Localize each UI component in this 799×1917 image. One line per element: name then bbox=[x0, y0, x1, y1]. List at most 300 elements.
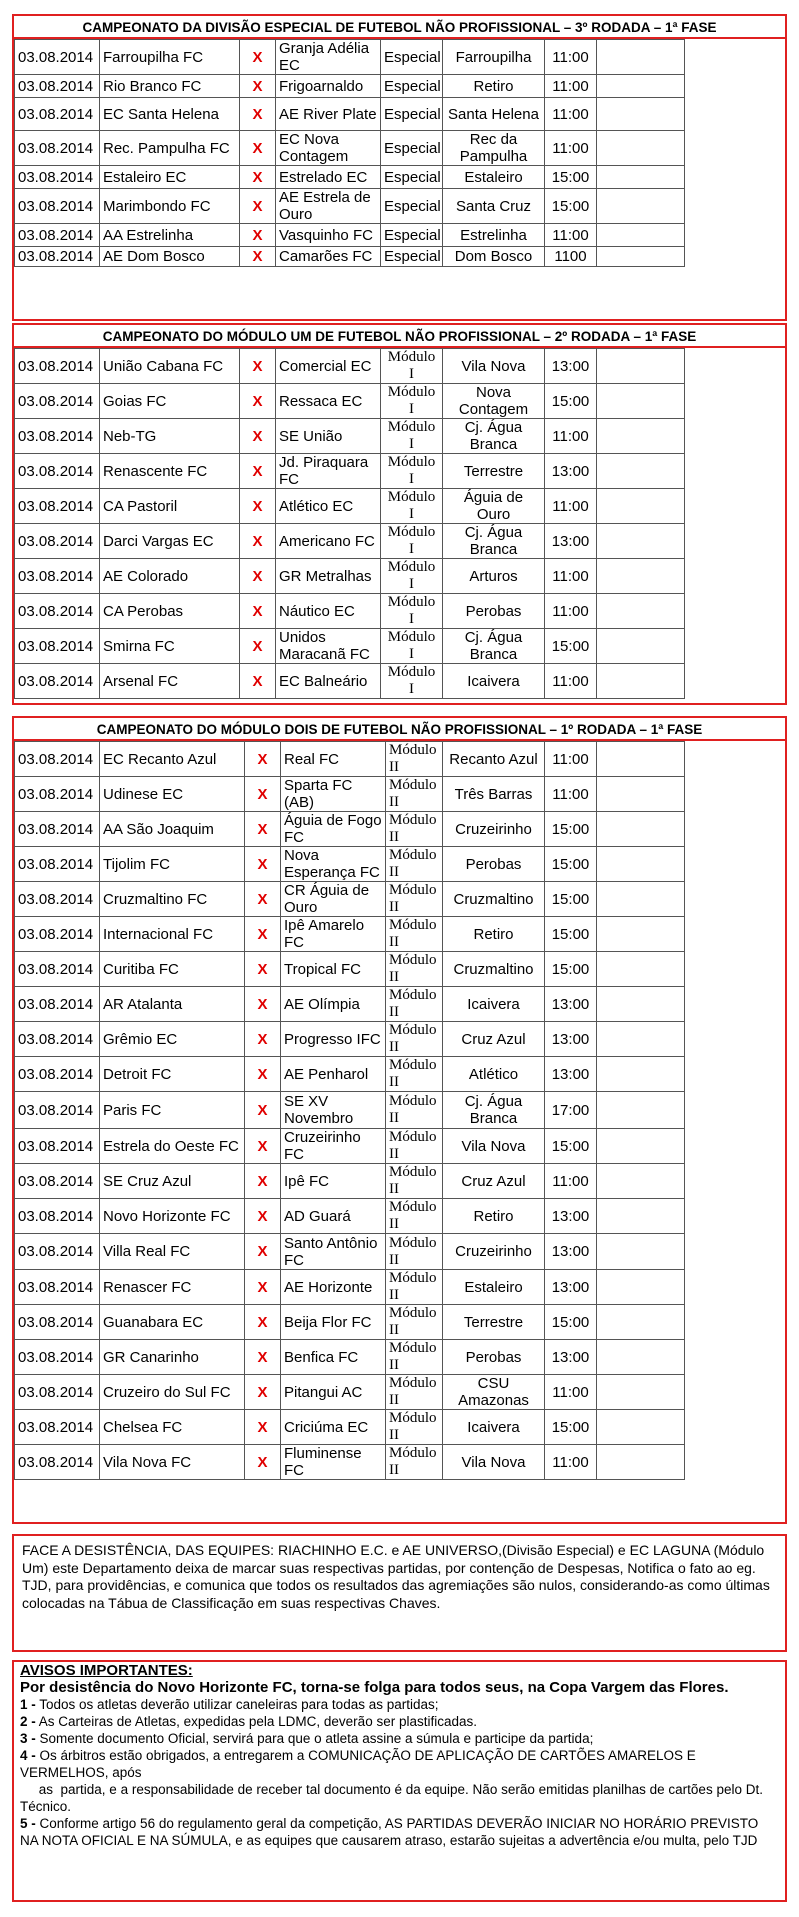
versus-mark: X bbox=[245, 882, 281, 917]
away-team: AE Horizonte bbox=[281, 1270, 386, 1305]
table-row bbox=[15, 664, 685, 699]
home-team: Neb-TG bbox=[100, 419, 240, 454]
versus-mark: X bbox=[245, 1199, 281, 1234]
kickoff-time: 13:00 bbox=[545, 1022, 597, 1057]
venue: Perobas bbox=[443, 1340, 545, 1375]
table-row bbox=[15, 1164, 685, 1199]
versus-mark: X bbox=[240, 664, 276, 699]
home-team: CA Perobas bbox=[100, 594, 240, 629]
table-row bbox=[15, 594, 685, 629]
kickoff-time: 11:00 bbox=[545, 664, 597, 699]
away-team: Progresso IFC bbox=[281, 1022, 386, 1057]
venue: Perobas bbox=[443, 847, 545, 882]
empty-cell bbox=[597, 1022, 685, 1057]
table-row bbox=[15, 917, 685, 952]
division: Especial bbox=[381, 224, 443, 247]
table-row bbox=[15, 629, 685, 664]
home-team: Estrela do Oeste FC bbox=[100, 1129, 245, 1164]
empty-cell bbox=[597, 349, 685, 384]
away-team: Águia de Fogo FC bbox=[281, 812, 386, 847]
versus-mark: X bbox=[245, 952, 281, 987]
home-team: Udinese EC bbox=[100, 777, 245, 812]
aviso-item bbox=[20, 1747, 779, 1781]
division: Módulo I bbox=[381, 419, 443, 454]
away-team: Ipê FC bbox=[281, 1164, 386, 1199]
match-date: 03.08.2014 bbox=[15, 1270, 100, 1305]
home-team: Rec. Pampulha FC bbox=[100, 131, 240, 166]
away-team: GR Metralhas bbox=[276, 559, 381, 594]
division: Especial bbox=[381, 40, 443, 75]
match-date: 03.08.2014 bbox=[15, 1445, 100, 1480]
table-row bbox=[15, 349, 685, 384]
table-row bbox=[15, 1092, 685, 1129]
kickoff-time: 15:00 bbox=[545, 1129, 597, 1164]
division: Módulo I bbox=[381, 664, 443, 699]
venue: Três Barras bbox=[443, 777, 545, 812]
home-team: Grêmio EC bbox=[100, 1022, 245, 1057]
table-row bbox=[15, 1410, 685, 1445]
aviso-item bbox=[20, 1815, 779, 1849]
division: Módulo I bbox=[381, 454, 443, 489]
home-team: EC Santa Helena bbox=[100, 98, 240, 131]
match-date: 03.08.2014 bbox=[15, 1092, 100, 1129]
venue: Cj. Água Branca bbox=[443, 1092, 545, 1129]
table-row bbox=[15, 987, 685, 1022]
home-team: Vila Nova FC bbox=[100, 1445, 245, 1480]
versus-mark: X bbox=[245, 1022, 281, 1057]
kickoff-time: 15:00 bbox=[545, 166, 597, 189]
match-date: 03.08.2014 bbox=[15, 629, 100, 664]
aviso-text: Os árbitros estão obrigados, a entregarem a COMUNICAÇÃO DE APLICAÇÃO DE CARTÕES AMARELOS E VERMELHOS, após bbox=[20, 1748, 700, 1780]
away-team: AE Penharol bbox=[281, 1057, 386, 1092]
away-team: SE União bbox=[276, 419, 381, 454]
kickoff-time: 13:00 bbox=[545, 524, 597, 559]
away-team: SE XV Novembro bbox=[281, 1092, 386, 1129]
versus-mark: X bbox=[240, 40, 276, 75]
kickoff-time: 15:00 bbox=[545, 847, 597, 882]
empty-cell bbox=[597, 1199, 685, 1234]
division: Módulo I bbox=[381, 524, 443, 559]
venue: Icaivera bbox=[443, 987, 545, 1022]
table-row bbox=[15, 1057, 685, 1092]
table-row bbox=[15, 489, 685, 524]
table-row bbox=[15, 1129, 685, 1164]
division: Módulo II bbox=[386, 1375, 443, 1410]
aviso-text: Somente documento Oficial, servirá para que o atleta assine a súmula e participe da partida; bbox=[35, 1731, 594, 1746]
versus-mark: X bbox=[245, 1445, 281, 1480]
table-row bbox=[15, 812, 685, 847]
versus-mark: X bbox=[245, 917, 281, 952]
aviso-text: Conforme artigo 56 do regulamento geral da competição, AS PARTIDAS DEVERÃO INICIAR NO HORÁRIO PREVISTO NA NOTA OFICIAL E NA SÚMULA, e as equipes que causarem atraso, estarão sujeitas a advertência e/ou multa, pelo TJD bbox=[20, 1816, 763, 1848]
match-date: 03.08.2014 bbox=[15, 489, 100, 524]
division: Módulo II bbox=[386, 1270, 443, 1305]
match-date: 03.08.2014 bbox=[15, 664, 100, 699]
division: Módulo II bbox=[386, 1129, 443, 1164]
avisos-list bbox=[20, 1696, 779, 1849]
versus-mark: X bbox=[240, 224, 276, 247]
away-team: CR Águia de Ouro bbox=[281, 882, 386, 917]
kickoff-time: 11:00 bbox=[545, 40, 597, 75]
away-team: Vasquinho FC bbox=[276, 224, 381, 247]
away-team: Pitangui AC bbox=[281, 1375, 386, 1410]
versus-mark: X bbox=[245, 742, 281, 777]
kickoff-time: 11:00 bbox=[545, 98, 597, 131]
empty-cell bbox=[597, 98, 685, 131]
versus-mark: X bbox=[240, 189, 276, 224]
match-date: 03.08.2014 bbox=[15, 40, 100, 75]
table-row bbox=[15, 419, 685, 454]
away-team: Benfica FC bbox=[281, 1340, 386, 1375]
home-team: Internacional FC bbox=[100, 917, 245, 952]
table-row bbox=[15, 224, 685, 247]
home-team: Farroupilha FC bbox=[100, 40, 240, 75]
division: Especial bbox=[381, 131, 443, 166]
versus-mark: X bbox=[240, 629, 276, 664]
table-row bbox=[15, 75, 685, 98]
away-team: AD Guará bbox=[281, 1199, 386, 1234]
home-team: AA São Joaquim bbox=[100, 812, 245, 847]
games-table bbox=[14, 39, 685, 267]
division: Módulo II bbox=[386, 1057, 443, 1092]
empty-cell bbox=[597, 917, 685, 952]
home-team: União Cabana FC bbox=[100, 349, 240, 384]
desistencia-notice bbox=[12, 1534, 787, 1652]
table-row bbox=[15, 384, 685, 419]
division: Módulo II bbox=[386, 812, 443, 847]
kickoff-time: 17:00 bbox=[545, 1092, 597, 1129]
table-row bbox=[15, 98, 685, 131]
venue: Farroupilha bbox=[443, 40, 545, 75]
empty-cell bbox=[597, 777, 685, 812]
kickoff-time: 11:00 bbox=[545, 1445, 597, 1480]
match-date: 03.08.2014 bbox=[15, 131, 100, 166]
home-team: Detroit FC bbox=[100, 1057, 245, 1092]
versus-mark: X bbox=[245, 812, 281, 847]
match-date: 03.08.2014 bbox=[15, 524, 100, 559]
table-row bbox=[15, 40, 685, 75]
versus-mark: X bbox=[245, 1375, 281, 1410]
match-date: 03.08.2014 bbox=[15, 1375, 100, 1410]
kickoff-time: 11:00 bbox=[545, 1375, 597, 1410]
kickoff-time: 15:00 bbox=[545, 1410, 597, 1445]
away-team: Náutico EC bbox=[276, 594, 381, 629]
table-row bbox=[15, 1270, 685, 1305]
versus-mark: X bbox=[240, 247, 276, 267]
home-team: GR Canarinho bbox=[100, 1340, 245, 1375]
venue: Retiro bbox=[443, 75, 545, 98]
venue: Cj. Água Branca bbox=[443, 629, 545, 664]
aviso-number: 2 - bbox=[20, 1714, 36, 1729]
match-date: 03.08.2014 bbox=[15, 1199, 100, 1234]
home-team: Goias FC bbox=[100, 384, 240, 419]
aviso-item bbox=[20, 1781, 779, 1815]
aviso-number: 3 - bbox=[20, 1731, 36, 1746]
home-team: Tijolim FC bbox=[100, 847, 245, 882]
match-date: 03.08.2014 bbox=[15, 224, 100, 247]
venue: Vila Nova bbox=[443, 349, 545, 384]
table-row bbox=[15, 1445, 685, 1480]
kickoff-time: 11:00 bbox=[545, 742, 597, 777]
kickoff-time: 13:00 bbox=[545, 1234, 597, 1270]
home-team: Rio Branco FC bbox=[100, 75, 240, 98]
division: Módulo II bbox=[386, 1092, 443, 1129]
kickoff-time: 15:00 bbox=[545, 812, 597, 847]
venue: Santa Helena bbox=[443, 98, 545, 131]
division: Módulo II bbox=[386, 1445, 443, 1480]
empty-cell bbox=[597, 1057, 685, 1092]
empty-cell bbox=[597, 166, 685, 189]
home-team: EC Recanto Azul bbox=[100, 742, 245, 777]
away-team: Fluminense FC bbox=[281, 1445, 386, 1480]
versus-mark: X bbox=[240, 454, 276, 489]
empty-cell bbox=[597, 742, 685, 777]
match-date: 03.08.2014 bbox=[15, 812, 100, 847]
versus-mark: X bbox=[245, 1129, 281, 1164]
venue: Retiro bbox=[443, 1199, 545, 1234]
empty-cell bbox=[597, 40, 685, 75]
aviso-number: 5 - bbox=[20, 1816, 36, 1831]
empty-cell bbox=[597, 1234, 685, 1270]
division: Especial bbox=[381, 75, 443, 98]
away-team: EC Balneário bbox=[276, 664, 381, 699]
away-team: Sparta FC (AB) bbox=[281, 777, 386, 812]
kickoff-time: 13:00 bbox=[545, 987, 597, 1022]
kickoff-time: 11:00 bbox=[545, 131, 597, 166]
match-date: 03.08.2014 bbox=[15, 917, 100, 952]
away-team: Estrelado EC bbox=[276, 166, 381, 189]
home-team: SE Cruz Azul bbox=[100, 1164, 245, 1199]
avisos-importantes bbox=[12, 1660, 787, 1902]
division: Módulo I bbox=[381, 489, 443, 524]
match-date: 03.08.2014 bbox=[15, 349, 100, 384]
empty-cell bbox=[597, 629, 685, 664]
division: Especial bbox=[381, 166, 443, 189]
home-team: Curitiba FC bbox=[100, 952, 245, 987]
kickoff-time: 11:00 bbox=[545, 559, 597, 594]
table-row bbox=[15, 777, 685, 812]
match-date: 03.08.2014 bbox=[15, 384, 100, 419]
home-team: Chelsea FC bbox=[100, 1410, 245, 1445]
home-team: Darci Vargas EC bbox=[100, 524, 240, 559]
versus-mark: X bbox=[240, 131, 276, 166]
kickoff-time: 15:00 bbox=[545, 629, 597, 664]
venue: Arturos bbox=[443, 559, 545, 594]
home-team: AE Colorado bbox=[100, 559, 240, 594]
kickoff-time: 13:00 bbox=[545, 1270, 597, 1305]
venue: Terrestre bbox=[443, 454, 545, 489]
table-row bbox=[15, 847, 685, 882]
away-team: Americano FC bbox=[276, 524, 381, 559]
kickoff-time: 11:00 bbox=[545, 75, 597, 98]
match-date: 03.08.2014 bbox=[15, 987, 100, 1022]
aviso-number: 1 - bbox=[20, 1697, 36, 1712]
kickoff-time: 13:00 bbox=[545, 454, 597, 489]
match-date: 03.08.2014 bbox=[15, 1340, 100, 1375]
away-team: AE River Plate bbox=[276, 98, 381, 131]
venue: Santa Cruz bbox=[443, 189, 545, 224]
empty-cell bbox=[597, 247, 685, 267]
division: Módulo II bbox=[386, 847, 443, 882]
versus-mark: X bbox=[245, 1270, 281, 1305]
venue: Estaleiro bbox=[443, 1270, 545, 1305]
kickoff-time: 11:00 bbox=[545, 1164, 597, 1199]
avisos-lead: Por desistência do Novo Horizonte FC, torna-se folga para todos seus, na Copa Vargem das Flores. bbox=[20, 1679, 729, 1696]
venue: Atlético bbox=[443, 1057, 545, 1092]
versus-mark: X bbox=[240, 166, 276, 189]
section-title: CAMPEONATO DO MÓDULO DOIS DE FUTEBOL NÃO PROFISSIONAL – 1º RODADA – 1ª FASE bbox=[14, 718, 785, 741]
home-team: Cruzmaltino FC bbox=[100, 882, 245, 917]
kickoff-time: 13:00 bbox=[545, 349, 597, 384]
match-date: 03.08.2014 bbox=[15, 1129, 100, 1164]
aviso-item bbox=[20, 1696, 779, 1713]
empty-cell bbox=[597, 559, 685, 594]
division: Módulo II bbox=[386, 742, 443, 777]
away-team: Beija Flor FC bbox=[281, 1305, 386, 1340]
table-row bbox=[15, 247, 685, 267]
versus-mark: X bbox=[245, 1092, 281, 1129]
match-date: 03.08.2014 bbox=[15, 419, 100, 454]
home-team: Estaleiro EC bbox=[100, 166, 240, 189]
versus-mark: X bbox=[240, 489, 276, 524]
division: Módulo II bbox=[386, 1022, 443, 1057]
versus-mark: X bbox=[245, 1340, 281, 1375]
division: Módulo I bbox=[381, 384, 443, 419]
venue: CSU Amazonas bbox=[443, 1375, 545, 1410]
home-team: Renascer FC bbox=[100, 1270, 245, 1305]
home-team: Arsenal FC bbox=[100, 664, 240, 699]
aviso-item bbox=[20, 1730, 779, 1747]
aviso-text: As Carteiras de Atletas, expedidas pela LDMC, deverão ser plastificadas. bbox=[35, 1714, 477, 1729]
versus-mark: X bbox=[240, 594, 276, 629]
section-modulo-um bbox=[12, 323, 787, 705]
venue: Icaivera bbox=[443, 664, 545, 699]
versus-mark: X bbox=[240, 384, 276, 419]
kickoff-time: 11:00 bbox=[545, 594, 597, 629]
match-date: 03.08.2014 bbox=[15, 594, 100, 629]
away-team: Tropical FC bbox=[281, 952, 386, 987]
home-team: Smirna FC bbox=[100, 629, 240, 664]
match-date: 03.08.2014 bbox=[15, 882, 100, 917]
away-team: Real FC bbox=[281, 742, 386, 777]
match-date: 03.08.2014 bbox=[15, 1305, 100, 1340]
versus-mark: X bbox=[240, 98, 276, 131]
empty-cell bbox=[597, 1270, 685, 1305]
section-title: CAMPEONATO DO MÓDULO UM DE FUTEBOL NÃO PROFISSIONAL – 2º RODADA – 1ª FASE bbox=[14, 325, 785, 348]
match-date: 03.08.2014 bbox=[15, 777, 100, 812]
division: Módulo II bbox=[386, 917, 443, 952]
division: Módulo II bbox=[386, 882, 443, 917]
match-date: 03.08.2014 bbox=[15, 454, 100, 489]
table-row bbox=[15, 166, 685, 189]
venue: Retiro bbox=[443, 917, 545, 952]
aviso-text: as partida, e a responsabilidade de receber tal documento é da equipe. Não serão emitidas planilhas de cartões pelo Dt. Técnico. bbox=[20, 1782, 767, 1814]
empty-cell bbox=[597, 454, 685, 489]
division: Módulo II bbox=[386, 987, 443, 1022]
empty-cell bbox=[597, 1305, 685, 1340]
kickoff-time: 11:00 bbox=[545, 419, 597, 454]
venue: Recanto Azul bbox=[443, 742, 545, 777]
kickoff-time: 15:00 bbox=[545, 1305, 597, 1340]
section-title: CAMPEONATO DA DIVISÃO ESPECIAL DE FUTEBOL NÃO PROFISSIONAL – 3º RODADA – 1ª FASE bbox=[14, 16, 785, 39]
empty-cell bbox=[597, 75, 685, 98]
home-team: AA Estrelinha bbox=[100, 224, 240, 247]
empty-cell bbox=[597, 882, 685, 917]
away-team: EC Nova Contagem bbox=[276, 131, 381, 166]
table-row bbox=[15, 131, 685, 166]
match-date: 03.08.2014 bbox=[15, 75, 100, 98]
empty-cell bbox=[597, 1410, 685, 1445]
match-date: 03.08.2014 bbox=[15, 559, 100, 594]
notice-text: FACE A DESISTÊNCIA, DAS EQUIPES: RIACHINHO E.C. e AE UNIVERSO,(Divisão Especial) e EC LAGUNA (Módulo Um) este Departamento deixa de marcar suas respectivas partidas, por contenção de Despesas, Notifica o fato ao eg. TJD, para providências, e comunica que todos os resultados das agremiações são nulos, considerando-as como últimas colocadas na Tábua de Classificação em suas respectivas Chaves. bbox=[22, 1542, 770, 1611]
match-date: 03.08.2014 bbox=[15, 742, 100, 777]
home-team: AR Atalanta bbox=[100, 987, 245, 1022]
empty-cell bbox=[597, 419, 685, 454]
venue: Terrestre bbox=[443, 1305, 545, 1340]
venue: Nova Contagem bbox=[443, 384, 545, 419]
home-team: CA Pastoril bbox=[100, 489, 240, 524]
table-row bbox=[15, 454, 685, 489]
kickoff-time: 15:00 bbox=[545, 189, 597, 224]
away-team: Camarões FC bbox=[276, 247, 381, 267]
match-date: 03.08.2014 bbox=[15, 1164, 100, 1199]
empty-cell bbox=[597, 1340, 685, 1375]
venue: Vila Nova bbox=[443, 1129, 545, 1164]
empty-cell bbox=[597, 1445, 685, 1480]
table-row bbox=[15, 1340, 685, 1375]
division: Módulo II bbox=[386, 952, 443, 987]
empty-cell bbox=[597, 952, 685, 987]
versus-mark: X bbox=[245, 1164, 281, 1199]
avisos-title: AVISOS IMPORTANTES: bbox=[20, 1662, 193, 1679]
venue: Perobas bbox=[443, 594, 545, 629]
games-table bbox=[14, 741, 685, 1480]
venue: Cruzeirinho bbox=[443, 1234, 545, 1270]
venue: Cruzeirinho bbox=[443, 812, 545, 847]
section-divisao-especial bbox=[12, 14, 787, 321]
away-team: Jd. Piraquara FC bbox=[276, 454, 381, 489]
division: Módulo II bbox=[386, 777, 443, 812]
division: Especial bbox=[381, 189, 443, 224]
venue: Cruz Azul bbox=[443, 1022, 545, 1057]
kickoff-time: 15:00 bbox=[545, 384, 597, 419]
kickoff-time: 11:00 bbox=[545, 777, 597, 812]
empty-cell bbox=[597, 1092, 685, 1129]
division: Módulo II bbox=[386, 1234, 443, 1270]
kickoff-time: 15:00 bbox=[545, 917, 597, 952]
kickoff-time: 1100 bbox=[545, 247, 597, 267]
away-team: Atlético EC bbox=[276, 489, 381, 524]
away-team: Comercial EC bbox=[276, 349, 381, 384]
venue: Cruzmaltino bbox=[443, 882, 545, 917]
venue: Estrelinha bbox=[443, 224, 545, 247]
games-table bbox=[14, 348, 685, 699]
away-team: Granja Adélia EC bbox=[276, 40, 381, 75]
table-row bbox=[15, 1199, 685, 1234]
division: Módulo II bbox=[386, 1305, 443, 1340]
home-team: Novo Horizonte FC bbox=[100, 1199, 245, 1234]
division: Módulo I bbox=[381, 594, 443, 629]
empty-cell bbox=[597, 1375, 685, 1410]
kickoff-time: 11:00 bbox=[545, 489, 597, 524]
away-team: Criciúma EC bbox=[281, 1410, 386, 1445]
aviso-number: 4 - bbox=[20, 1748, 36, 1763]
empty-cell bbox=[597, 489, 685, 524]
match-date: 03.08.2014 bbox=[15, 189, 100, 224]
versus-mark: X bbox=[240, 524, 276, 559]
away-team: AE Estrela de Ouro bbox=[276, 189, 381, 224]
versus-mark: X bbox=[240, 75, 276, 98]
empty-cell bbox=[597, 524, 685, 559]
